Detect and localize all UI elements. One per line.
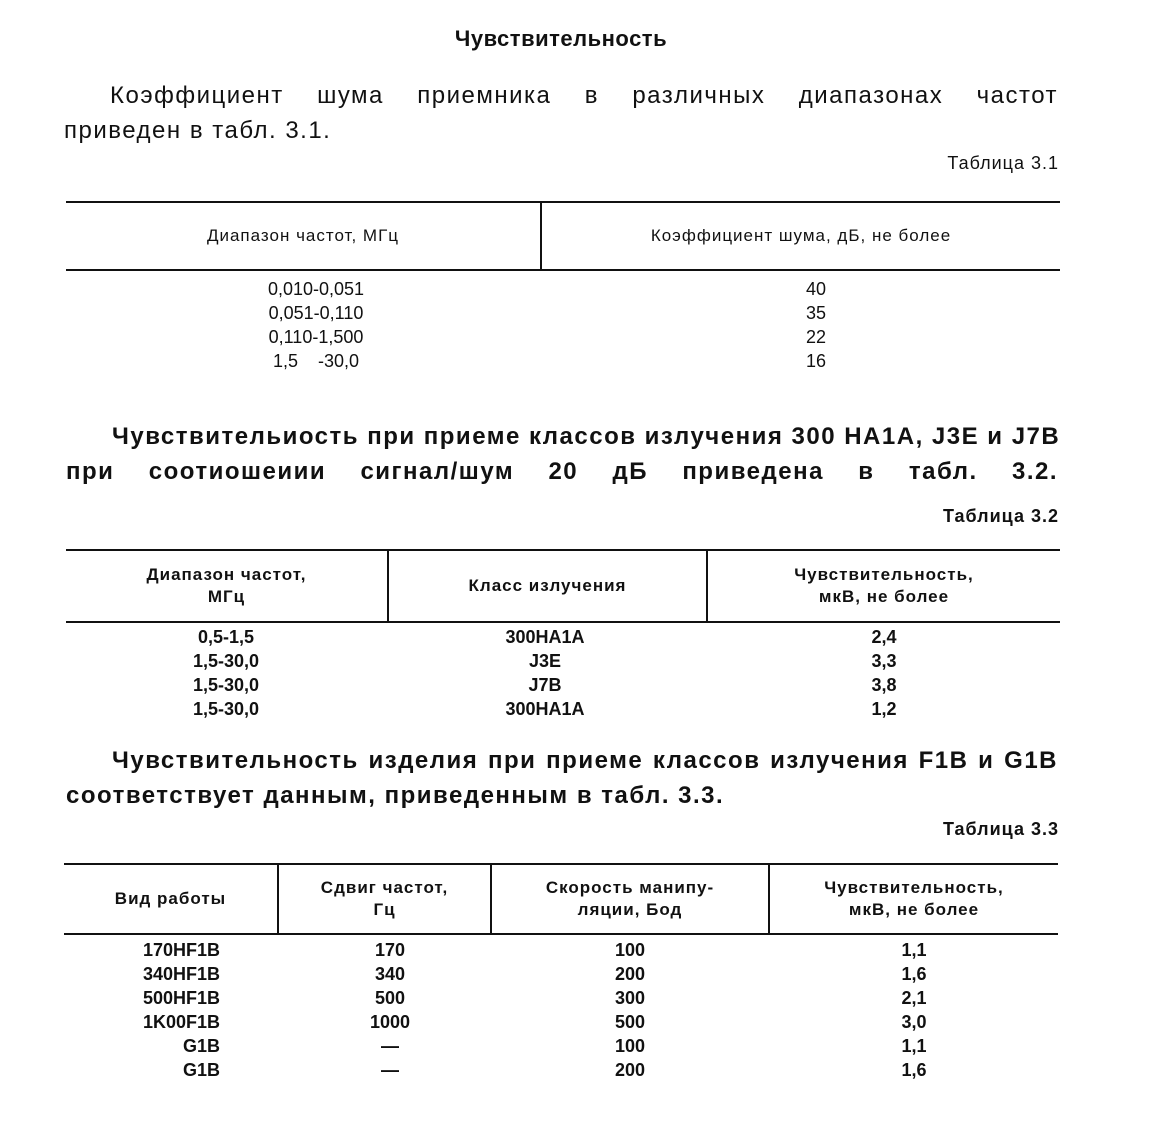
table-cell: 0,5-1,5 — [197, 627, 255, 647]
table-cell: 500HF1B — [142, 988, 220, 1008]
header-line: Чувствительность, — [794, 565, 974, 584]
table-3-1-header-noise: Коэффициент шума, дБ, не более — [650, 226, 952, 245]
table-cell: — — [381, 1060, 399, 1080]
paragraph-1-line-2: приведен в табл. 3.1. — [64, 117, 332, 144]
table-3-2-header-range — [66, 551, 387, 621]
table-3-3-header-shift — [279, 865, 490, 933]
paragraph-2-line-2: при соотиошеиии сигнал/шум 20 дБ приведена в табл. 3.2. — [66, 458, 1058, 485]
table-cell: 22 — [805, 327, 827, 347]
section-title: Чувствительность — [454, 26, 668, 51]
table-cell: 0,051-0,110 — [268, 303, 364, 323]
paragraph-2-line-1: Чувствительиость при приеме классов излучения 300 НА1А, J3E и J7B — [112, 423, 1061, 450]
table-cell: — — [381, 1036, 399, 1056]
table-cell: 3,8 — [871, 675, 897, 695]
header-line: Чувствительность, — [824, 878, 1004, 897]
table-cell: 340 — [374, 964, 406, 984]
table-cell: 0,010-0,051 — [267, 279, 365, 299]
table-cell: 16 — [805, 351, 827, 371]
header-line: МГц — [207, 587, 246, 606]
table-cell: 500 — [374, 988, 406, 1008]
table-cell: 300НА1А — [505, 627, 585, 647]
table-3-3-header-rule — [64, 933, 1058, 935]
table-cell: 2,1 — [901, 988, 927, 1008]
table-cell: 300 — [614, 988, 646, 1008]
table-3-1-header-range: Диапазон частот, МГц — [206, 226, 400, 245]
table-3-2-header-class: Класс излучения — [468, 576, 627, 595]
table-3-2-col-sensitivity — [834, 625, 934, 721]
table-cell: 170 — [374, 940, 406, 960]
table-3-1-col-noise — [766, 277, 866, 373]
table-cell: 1,1 — [901, 940, 927, 960]
table-cell: 200 — [614, 964, 646, 984]
table-3-1-header-rule — [66, 269, 1060, 271]
table-3-2-caption: Таблица 3.2 — [942, 506, 1059, 526]
table-cell: 1,1 — [901, 1036, 927, 1056]
table-cell: 35 — [805, 303, 827, 323]
table-cell: J3E — [528, 651, 562, 671]
header-line: Диапазон частот, — [146, 565, 307, 584]
table-3-3-header-speed — [492, 865, 768, 933]
table-cell: 40 — [805, 279, 827, 299]
table-3-3-col-speed — [580, 938, 680, 1082]
table-cell: G1B — [182, 1060, 220, 1080]
table-cell: 3,0 — [901, 1012, 927, 1032]
table-3-2-header-sensitivity — [708, 551, 1060, 621]
table-cell: J7B — [528, 675, 562, 695]
table-3-3-header-mode: Вид работы — [114, 889, 227, 908]
table-cell: 100 — [614, 1036, 646, 1056]
table-3-1-col-range — [216, 277, 416, 373]
table-cell: 1,5-30,0 — [192, 699, 260, 719]
header-line: Скорость манипу- — [545, 878, 715, 897]
table-3-3-col-mode — [120, 938, 220, 1082]
table-cell: 1,6 — [901, 1060, 927, 1080]
table-3-3-col-sensitivity — [864, 938, 964, 1082]
table-3-3-col-shift — [340, 938, 440, 1082]
paragraph-1-line-1: Коэффициент шума приемника в различных диапазонах частот — [110, 82, 1058, 109]
table-cell: 3,3 — [871, 651, 897, 671]
table-cell: 340HF1B — [142, 964, 220, 984]
table-cell: 1K00F1B — [142, 1012, 220, 1032]
paragraph-3-line-2: соответствует данным, приведенным в табл. 3.3. — [66, 782, 725, 809]
table-cell: 1000 — [369, 1012, 411, 1032]
table-cell: 500 — [614, 1012, 646, 1032]
header-line: Сдвиг частот, — [320, 878, 449, 897]
table-3-1-caption: Таблица 3.1 — [947, 153, 1059, 173]
table-cell: 2,4 — [871, 627, 897, 647]
table-3-2-col-class — [475, 625, 615, 721]
table-cell: 0,110-1,500 — [268, 327, 364, 347]
paragraph-3-line-1: Чувствительность изделия при приеме классов излучения F1B и G1B — [112, 747, 1058, 774]
table-3-2-header-rule — [66, 621, 1060, 623]
table-cell: 1,5 -30,0 — [272, 351, 360, 371]
paragraph-1 — [64, 78, 1058, 148]
table-cell: 1,5-30,0 — [192, 651, 260, 671]
header-line: ляции, Бод — [577, 900, 683, 919]
header-line: Гц — [373, 900, 396, 919]
header-line: мкВ, не более — [818, 587, 950, 606]
paragraph-2 — [66, 419, 1061, 489]
table-cell: 1,5-30,0 — [192, 675, 260, 695]
table-3-3-caption: Таблица 3.3 — [942, 819, 1059, 839]
table-cell: 200 — [614, 1060, 646, 1080]
table-cell: 1,2 — [871, 699, 897, 719]
table-cell: 300НА1А — [505, 699, 585, 719]
table-cell: 100 — [614, 940, 646, 960]
table-cell: 1,6 — [901, 964, 927, 984]
table-cell: G1B — [182, 1036, 220, 1056]
table-3-2-col-range — [156, 625, 296, 721]
table-3-3-header-sensitivity — [770, 865, 1058, 933]
paragraph-3 — [66, 743, 1058, 813]
table-cell: 170HF1B — [142, 940, 220, 960]
header-line: мкВ, не более — [848, 900, 980, 919]
